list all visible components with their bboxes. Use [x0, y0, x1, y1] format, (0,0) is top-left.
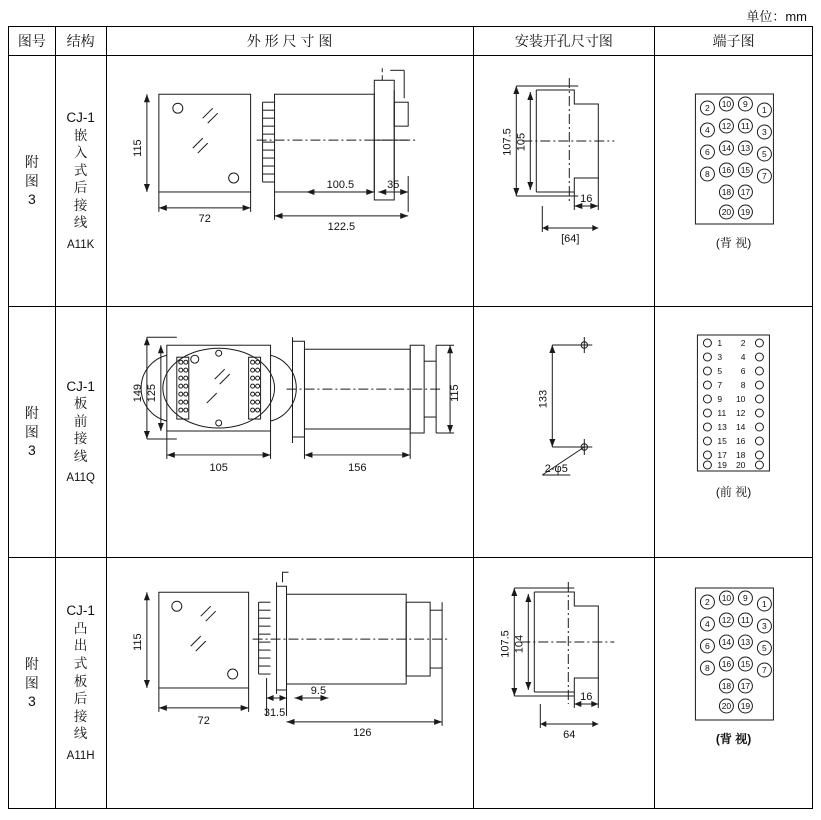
- svg-text:19: 19: [740, 207, 751, 217]
- row1-struct-line-6: 线: [73, 215, 88, 231]
- row3-terminal-drawing: [655, 558, 813, 809]
- row2-terminal-drawing: [655, 307, 813, 558]
- row2-dim-149: 149: [131, 383, 144, 403]
- row3-mount-dim-104: 104: [512, 634, 525, 654]
- svg-text:15: 15: [717, 436, 728, 446]
- header-col-outline: 外 形 尺 寸 图: [106, 27, 473, 56]
- row3-struct-line-6: 接: [73, 708, 88, 724]
- svg-text:6: 6: [740, 366, 746, 376]
- svg-text:8: 8: [705, 169, 710, 179]
- row2-structure: [55, 307, 106, 558]
- row3-dim-315: 31.5: [263, 706, 285, 719]
- svg-text:9: 9: [743, 99, 748, 109]
- svg-text:14: 14: [721, 143, 732, 153]
- svg-text:15: 15: [740, 165, 751, 175]
- row2-outline-drawing: [106, 307, 473, 558]
- svg-text:11: 11: [741, 121, 750, 131]
- svg-text:15: 15: [740, 659, 751, 669]
- svg-text:12: 12: [721, 615, 732, 625]
- row3-mount-svg: [474, 558, 655, 808]
- row2-mount-drawing: [473, 307, 655, 558]
- svg-text:5: 5: [762, 149, 767, 159]
- header-col-struct: 结构: [55, 27, 106, 56]
- svg-text:8: 8: [705, 663, 710, 673]
- svg-text:10: 10: [721, 593, 732, 603]
- row2-dim-125: 125: [145, 383, 158, 403]
- svg-text:8: 8: [740, 380, 746, 390]
- svg-text:1: 1: [717, 338, 723, 348]
- svg-text:13: 13: [740, 637, 751, 647]
- svg-text:19: 19: [717, 460, 728, 470]
- svg-text:1: 1: [762, 599, 767, 609]
- row2-no-line-2: 图: [24, 423, 39, 440]
- svg-text:4: 4: [740, 352, 746, 362]
- svg-text:12: 12: [721, 121, 732, 131]
- row1-dim-72: 72: [198, 212, 211, 225]
- row3-struct-code: A11H: [66, 749, 95, 762]
- table-row: [9, 56, 813, 307]
- svg-text:17: 17: [740, 187, 751, 197]
- svg-text:20: 20: [721, 207, 732, 217]
- row3-no-line-3: 3: [27, 693, 36, 710]
- svg-text:9: 9: [717, 394, 723, 404]
- svg-text:1: 1: [762, 105, 767, 115]
- row2-dim-115: 115: [448, 384, 461, 402]
- row1-mount-drawing: [473, 56, 655, 307]
- svg-text:13: 13: [740, 143, 751, 153]
- svg-text:18: 18: [721, 681, 732, 691]
- row3-struct-line-2: 出: [73, 638, 88, 654]
- svg-text:7: 7: [762, 171, 767, 181]
- header-col-mount: 安装开孔尺寸图: [473, 27, 655, 56]
- row1-dim-115: 115: [131, 139, 144, 157]
- svg-text:19: 19: [740, 701, 751, 711]
- svg-text:7: 7: [717, 380, 723, 390]
- svg-text:4: 4: [705, 125, 710, 135]
- row3-dim-95: 9.5: [310, 684, 326, 697]
- svg-text:16: 16: [736, 436, 746, 446]
- row2-dim-156: 156: [347, 461, 367, 474]
- row1-no-line-1: 附: [24, 153, 39, 170]
- row3-struct-line-4: 板: [73, 673, 88, 689]
- row3-struct-line-3: 式: [73, 655, 88, 671]
- row3-outline-drawing: [106, 558, 473, 809]
- row3-terminal-svg: [655, 558, 812, 808]
- row1-terminal-drawing: [655, 56, 813, 307]
- svg-text:17: 17: [717, 450, 728, 460]
- row1-mount-dim-1075: 107.5: [500, 128, 513, 156]
- row1-figure-no: [9, 56, 56, 307]
- row2-mount-dim-hole: 2-φ5: [544, 463, 568, 475]
- row1-struct-line-5: 接: [73, 197, 88, 213]
- row3-outline-svg: [107, 558, 473, 808]
- row3-structure: [55, 558, 106, 809]
- row2-model: CJ-1: [66, 378, 95, 394]
- svg-text:2: 2: [705, 103, 710, 113]
- row1-model: CJ-1: [66, 110, 95, 126]
- svg-text:11: 11: [717, 408, 727, 418]
- row3-no-line-2: 图: [24, 674, 39, 691]
- row1-dim-1005: 100.5: [326, 178, 354, 191]
- row1-outline-drawing: [106, 56, 473, 307]
- svg-text:2: 2: [740, 338, 746, 348]
- svg-text:5: 5: [762, 643, 767, 653]
- svg-text:3: 3: [762, 621, 767, 631]
- table-row: [9, 307, 813, 558]
- row3-struct-line-1: 凸: [73, 620, 88, 636]
- svg-text:10: 10: [721, 99, 732, 109]
- row1-dim-35: 35: [386, 178, 399, 191]
- header-col-terminal: 端子图: [655, 27, 813, 56]
- row3-terminal-caption: (背 视): [715, 732, 752, 746]
- row3-dim-115: 115: [131, 633, 144, 651]
- row2-terminal-caption: (前 视): [715, 485, 752, 499]
- svg-text:2: 2: [705, 597, 710, 607]
- row2-no-line-3: 3: [27, 442, 36, 459]
- row2-struct-line-3: 接: [73, 431, 88, 447]
- svg-text:11: 11: [741, 615, 750, 625]
- row3-mount-dim-64: 64: [562, 729, 575, 741]
- row3-dim-126: 126: [352, 726, 372, 739]
- svg-text:5: 5: [717, 366, 723, 376]
- svg-text:7: 7: [762, 665, 767, 675]
- row1-mount-svg: [474, 56, 655, 306]
- row3-struct-line-7: 线: [73, 726, 88, 742]
- row3-mount-dim-16: 16: [579, 691, 592, 703]
- row3-struct-line-5: 后: [73, 691, 88, 707]
- row2-mount-svg: [474, 307, 655, 557]
- svg-text:4: 4: [705, 619, 710, 629]
- row2-terminal-svg: [655, 307, 812, 557]
- svg-text:14: 14: [736, 422, 746, 432]
- svg-text:12: 12: [736, 408, 746, 418]
- row1-outline-svg: [107, 56, 473, 306]
- row1-terminal-svg: [655, 56, 812, 306]
- svg-text:13: 13: [717, 422, 728, 432]
- row1-structure: [55, 56, 106, 307]
- row1-struct-line-3: 式: [73, 162, 88, 178]
- row2-struct-line-2: 前: [73, 413, 88, 429]
- row3-figure-no: [9, 558, 56, 809]
- row1-mount-dim-105: 105: [514, 132, 527, 152]
- row2-struct-code: A11Q: [66, 472, 95, 485]
- row2-struct-line-4: 线: [73, 448, 88, 464]
- table-row: [9, 558, 813, 809]
- row1-mount-dim-16: 16: [579, 193, 592, 205]
- svg-text:16: 16: [721, 659, 732, 669]
- svg-text:18: 18: [736, 450, 746, 460]
- row2-dim-105: 105: [209, 461, 228, 474]
- row3-dim-72: 72: [197, 714, 210, 727]
- row1-no-line-2: 图: [24, 172, 39, 189]
- row3-mount-dim-1075: 107.5: [498, 630, 511, 658]
- row1-mount-dim-64: [64]: [560, 233, 580, 245]
- row1-struct-line-2: 入: [73, 145, 88, 161]
- svg-text:9: 9: [743, 593, 748, 603]
- row1-struct-code: A11K: [67, 238, 95, 251]
- svg-text:14: 14: [721, 637, 732, 647]
- row1-terminal-caption: (背 视): [715, 236, 752, 250]
- row3-no-line-1: 附: [24, 655, 39, 672]
- row2-outline-svg: [107, 307, 473, 557]
- row3-model: CJ-1: [66, 603, 95, 619]
- svg-text:20: 20: [736, 460, 746, 470]
- svg-text:6: 6: [705, 147, 710, 157]
- svg-text:10: 10: [736, 394, 746, 404]
- svg-text:3: 3: [717, 352, 723, 362]
- row2-figure-no: [9, 307, 56, 558]
- unit-label: 单位：mm: [746, 9, 807, 24]
- table-header-row: [9, 27, 813, 56]
- row1-no-line-3: 3: [27, 191, 36, 208]
- row1-dim-1225: 122.5: [327, 220, 355, 233]
- row2-no-line-1: 附: [24, 404, 39, 421]
- svg-text:3: 3: [762, 127, 767, 137]
- row3-mount-drawing: [473, 558, 655, 809]
- svg-text:18: 18: [721, 187, 732, 197]
- row2-mount-dim-133: 133: [536, 389, 549, 409]
- row2-struct-line-1: 板: [73, 396, 88, 412]
- svg-text:6: 6: [705, 641, 710, 651]
- header-col-no: 图号: [9, 27, 56, 56]
- svg-text:17: 17: [740, 681, 751, 691]
- svg-text:20: 20: [721, 701, 732, 711]
- row1-struct-line-1: 嵌: [73, 127, 88, 143]
- dimension-table: [8, 26, 813, 809]
- row1-struct-line-4: 后: [73, 180, 88, 196]
- svg-text:16: 16: [721, 165, 732, 175]
